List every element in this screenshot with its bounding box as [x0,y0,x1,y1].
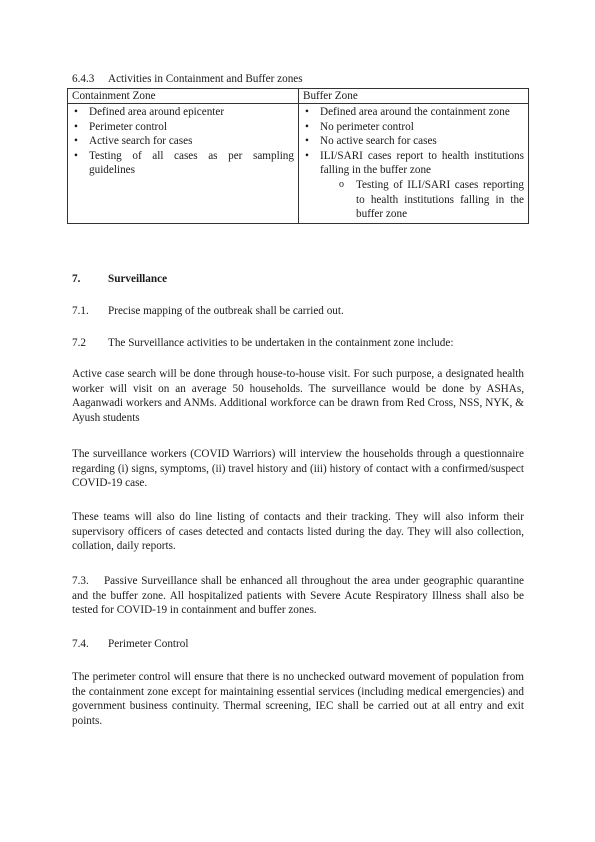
section-number: 7. [72,273,81,285]
subsection-number: 7.4. [72,638,89,650]
subsection-number: 7.2 [72,337,86,349]
zones-table [67,88,529,224]
header-containment-zone: Containment Zone [68,89,299,104]
header-buffer-zone: Buffer Zone [299,89,529,104]
paragraph-surveillance-workers: The surveillance workers (COVID Warriors) will interview the households through a questionnaire regarding (i) signs, symptoms, (ii) travel history and (iii) history of contact with a confirmed/suspect COVID-19 case. [72,448,524,490]
table-heading [72,72,303,87]
containment-cell [68,104,299,224]
buffer-cell [299,104,529,224]
subsection-7-1 [72,304,524,319]
paragraph-perimeter-control: The perimeter control will ensure that there is no unchecked outward movement of population from the containment zone except for maintaining essential services (including medical emergencies) and government business continuity. Thermal screening, IEC shall be carried out at all entry and exit points. [72,671,524,727]
list-item: • Defined area around epicenter [72,105,294,120]
subsection-number: 7.3. [72,575,89,587]
subsection-7-2 [72,336,524,351]
table-heading-title: Activities in Containment and Buffer zones [108,73,303,85]
list-item: • Defined area around the containment zone [303,105,524,120]
subsection-7-4 [72,637,524,652]
list-item: • No active search for cases [303,134,524,149]
list-item: o Testing of ILI/SARI cases reporting to health institutions falling in the buffer zone [339,178,524,222]
table-heading-number: 6.4.3 [72,73,95,85]
list-item: • No perimeter control [303,120,524,135]
list-item: • Perimeter control [72,120,294,135]
containment-list [72,105,294,178]
list-item: • Active search for cases [72,134,294,149]
subsection-7-3 [72,574,524,618]
subsection-text: The Surveillance activities to be undertaken in the containment zone include: [108,337,454,349]
table-body-row [68,104,529,224]
paragraph-line-listing: These teams will also do line listing of contacts and their tracking. They will also inform their supervisory officers of cases detected and contacts listed during the day. They will also collection, collation, daily reports. [72,511,524,553]
subsection-text: Passive Surveillance shall be enhanced all throughout the area under geographic quarantine and the buffer zone. All hospitalized patients with Severe Acute Respiratory Illness shall also be tested for COVID-19 in containment and buffer zones. [72,575,525,617]
paragraph-active-case-search: Active case search will be done through house-to-house visit. For such purpose, a designated health worker will visit on an average 50 households. The surveillance would be done by ASHAs, Aaganwadi workers and ANMs. Additional workforce can be drawn from Red Cross, NSS, NYK, & Ayush students [72,368,524,424]
list-item: • ILI/SARI cases report to health institutions falling in the buffer zone [303,149,524,178]
subsection-title: Perimeter Control [108,638,189,650]
section-heading [72,272,167,287]
section-title: Surveillance [108,273,168,285]
subsection-text: Precise mapping of the outbreak shall be carried out. [108,305,344,317]
list-item: • Testing of all cases as per sampling guidelines [72,149,294,178]
buffer-sub-list [303,178,524,222]
table-header-row [68,89,529,104]
buffer-list [303,105,524,178]
subsection-number: 7.1. [72,305,89,317]
